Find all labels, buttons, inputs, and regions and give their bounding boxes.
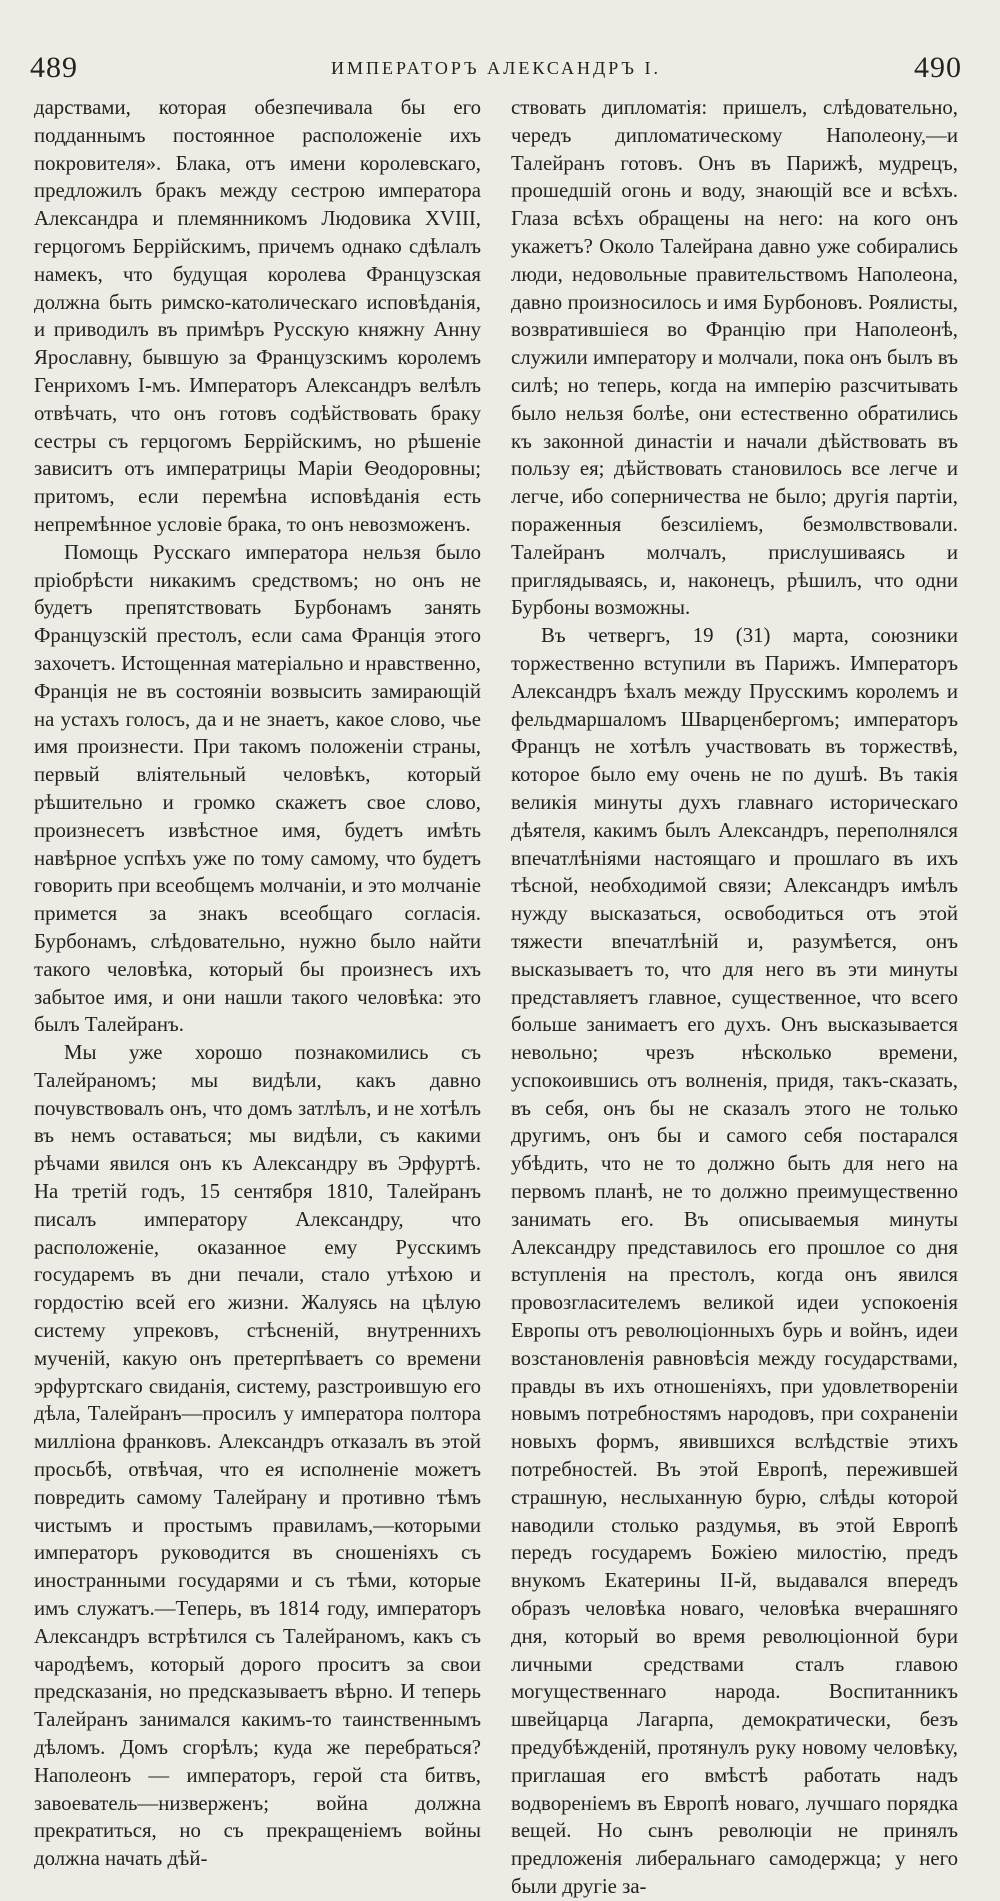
paragraph: дарствами, которая обезпечивала бы его подданнымъ постоянное расположеніе ихъ покровителя». Блака, отъ имени королевскаго, предложилъ бракъ между сестрою императора Александра и племянникомъ Людовика XVIII, герцогомъ Беррійскимъ, причемъ однако сдѣлалъ намекъ, что будущая королева Французская должна быть римско-католическаго исповѣданія, и приводилъ въ примѣръ Русскую княжну Анну Ярославну, бывшую за Французскимъ королемъ Генрихомъ I-мъ. Императоръ Александръ велѣлъ отвѣчать, что онъ готовъ содѣйствовать браку сестры съ герцогомъ Беррійскимъ, но рѣшеніе зависитъ отъ императрицы Маріи Ѳеодоровны; притомъ, если перемѣна исповѣданія есть непремѣнное условіе брака, то онъ невозможенъ. <box>34 96 481 536</box>
page-header <box>30 48 962 88</box>
paragraph: Помощь Русскаго императора нельзя было пріобрѣсти никакимъ средствомъ; но онъ не будетъ препятствовать Бурбонамъ занять Французскій престолъ, если сама Франція этого захочетъ. Истощенная матеріально и нравственно, Франція не въ состояніи возвысить замирающій на устахъ голосъ, да и не знаетъ, какое слово, чье имя произнести. При такомъ положеніи страны, первый вліятельный человѣкъ, который рѣшительно и громко скажетъ свое слово, произнесетъ извѣстное имя, будетъ имѣть навѣрное успѣхъ уже по тому самому, что будетъ говорить при всеобщемъ молчаніи, и это молчаніе примется за знакъ всеобщаго согласія. Бурбонамъ, слѣдовательно, нужно было найти такого человѣка, который бы произнесъ ихъ забытое имя, и они нашли такого человѣка: это былъ Талейранъ. <box>34 540 481 1037</box>
page-number-left: 489 <box>30 51 78 84</box>
left-column <box>34 94 481 1873</box>
running-title: ИМПЕРАТОРЪ АЛЕКСАНДРЪ I. <box>331 57 661 78</box>
paragraph: ствовать дипломатія: пришелъ, слѣдовательно, чередъ дипломатическому Наполеону,—и Талейранъ готовъ. Онъ въ Парижѣ, мудрецъ, прошедшій огонь и воду, знающій все и всѣхъ. Глаза всѣхъ обращены на него: на кого онъ укажетъ? Около Талейрана давно уже собирались люди, недовольные правительствомъ Наполеона, давно произносилось и имя Бурбоновъ. Роялисты, возвратившіеся во Францію при Наполеонѣ, служили императору и молчали, пока онъ былъ въ силѣ; но теперь, когда на имперію разсчитывать было нельзя болѣе, они естественно обратились къ законной династіи и начали дѣйствовать въ пользу ея; дѣйствовать становилось все легче и легче, ибо соперничества не было; другія партіи, пораженныя безсиліемъ, безмолвствовали. Талейранъ молчалъ, прислушиваясь и приглядываясь, и, наконецъ, рѣшилъ, что одни Бурбоны возможны. <box>511 96 958 620</box>
page-number-right: 490 <box>914 51 962 84</box>
right-column <box>511 94 958 1901</box>
paragraph: Мы уже хорошо познакомились съ Талейраномъ; мы видѣли, какъ давно почувствовалъ онъ, что домъ затлѣлъ, и не хотѣлъ въ немъ оставаться; мы видѣли, съ какими рѣчами явился онъ къ Александру въ Эрфуртѣ. На третій годъ, 15 сентября 1810, Талейранъ писалъ императору Александру, что расположеніе, оказанное ему Русскимъ государемъ въ дни печали, стало утѣхою и гордостію всей его жизни. Жалуясь на цѣлую систему упрековъ, стѣсненій, внутреннихъ мученій, какую онъ претерпѣваетъ со времени эрфуртскаго свиданія, систему, разстроившую его дѣла, Талейранъ—просилъ у императора полтора милліона франковъ. Александръ отказалъ въ этой просьбѣ, отвѣчая, что ея исполненіе можетъ повредить самому Талейрану и противно тѣмъ чистымъ и простымъ правиламъ,—которыми императоръ руководится въ сношеніяхъ съ иностранными государями и съ тѣми, которые имъ служатъ.—Теперь, въ 1814 году, императоръ Александръ встрѣтился съ Талейраномъ, какъ съ чародѣемъ, который дорого проситъ за свои предсказанія, но предсказываетъ вѣрно. И теперь Талейранъ занимался какимъ-то таинственнымъ дѣломъ. Домъ сгорѣлъ; куда же перебраться? Наполеонъ — императоръ, герой ста битвъ, завоеватель—низверженъ; война должна прекратиться, но съ прекращеніемъ войны должна начать дѣй- <box>34 1041 481 1871</box>
paragraph: Въ четвергъ, 19 (31) марта, союзники торжественно вступили въ Парижъ. Императоръ Александръ ѣхалъ между Прусскимъ королемъ и фельдмаршаломъ Шварценбергомъ; императоръ Францъ не хотѣлъ участвовать въ торжествѣ, которое было ему очень не по душѣ. Въ такія великія минуты духъ главнаго историческаго дѣятеля, какимъ былъ Александръ, переполнялся впечатлѣніями настоящаго и прошлаго въ ихъ тѣсной, необходимой связи; Александръ имѣлъ нужду высказаться, освободиться отъ этой тяжести впечатлѣній и, разумѣется, онъ высказываетъ то, что для него въ эти минуты представляетъ главное, существенное, что всего больше занимаетъ его духъ. Онъ высказывается невольно; чрезъ нѣсколько времени, успокоившись отъ волненія, придя, такъ-сказать, въ себя, онъ бы не сказалъ этого не только другимъ, онъ бы и самого себя постарался убѣдить, что не то должно быть для него на первомъ планѣ, не то должно преимущественно занимать его. Въ описываемыя минуты Александру представилось его прошлое со дня вступленія на престолъ, когда онъ явился провозгласителемъ великой идеи успокоенія Европы отъ революціонныхъ бурь и войнъ, идеи возстановленія равновѣсія между государствами, правды въ ихъ отношеніяхъ, при удовлетвореніи новымъ потребностямъ народовъ, при сохраненіи новыхъ формъ, явившихся вслѣдствіе этихъ потребностей. Въ этой Европѣ, пережившей страшную, неслыханную бурю, слѣды которой наводили столько раздумья, въ этой Европѣ передъ государемъ Божіею милостію, предъ внукомъ Екатерины II-й, выдавался впередъ образъ человѣка новаго, человѣка вчерашняго дня, который во время революціонной бури личными средствами сталъ главою могущественнаго народа. Воспитанникъ швейцарца Лагарпа, демократически, безъ предубѣжденій, протянулъ руку новому человѣку, приглашая его вмѣстѣ работать надъ водвореніемъ въ Европѣ новаго, лучшаго порядка вещей. Но сынъ революціи не принялъ предложенія либеральнаго самодержца; у него были другіе за- <box>511 624 958 1898</box>
